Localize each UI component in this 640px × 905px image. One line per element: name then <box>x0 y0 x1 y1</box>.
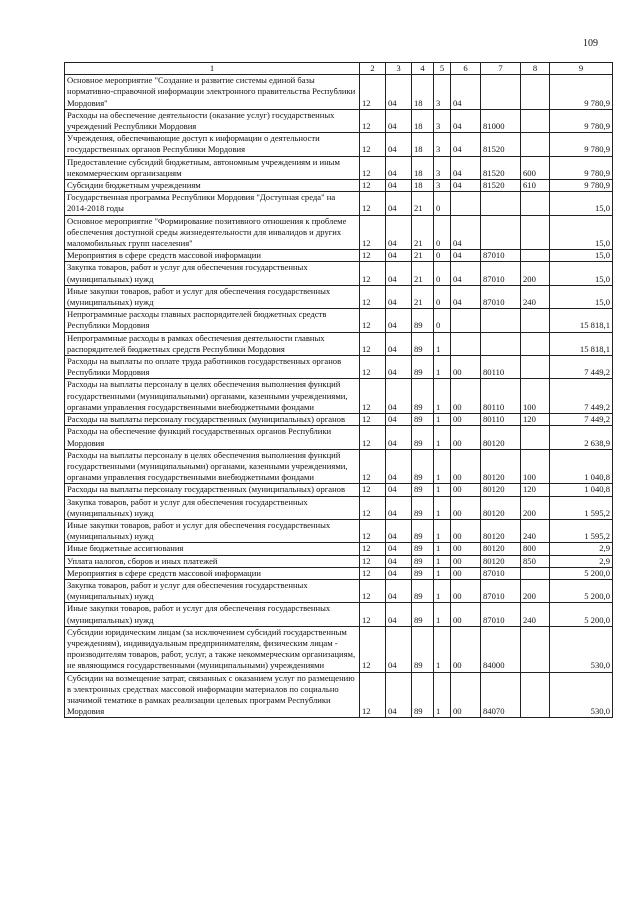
code-subprogram: 1 <box>434 449 451 484</box>
code-section: 12 <box>360 543 386 555</box>
code-section: 12 <box>360 672 386 718</box>
code-subsection: 04 <box>386 356 412 379</box>
code-subprogram: 3 <box>434 133 451 156</box>
code-section: 12 <box>360 496 386 519</box>
table-row <box>65 356 613 379</box>
code-section: 12 <box>360 567 386 579</box>
code-activity <box>451 192 481 215</box>
code-direction: 80110 <box>481 379 521 414</box>
row-description: Непрограммные расходы главных распорядителей бюджетных средств Республики Мордовия <box>65 309 360 332</box>
code-section: 12 <box>360 215 386 250</box>
row-description: Предоставление субсидий бюджетным, автономным учреждениям и иным некоммерческим организациям <box>65 156 360 179</box>
code-subprogram: 3 <box>434 75 451 110</box>
code-program: 89 <box>412 672 434 718</box>
code-section: 12 <box>360 449 386 484</box>
code-activity: 00 <box>451 484 481 496</box>
code-subprogram: 3 <box>434 180 451 192</box>
code-activity: 00 <box>451 626 481 672</box>
row-amount: 9 780,9 <box>550 75 613 110</box>
code-subsection: 04 <box>386 567 412 579</box>
code-activity: 00 <box>451 379 481 414</box>
row-description: Субсидии бюджетным учреждениям <box>65 180 360 192</box>
code-direction: 87010 <box>481 250 521 262</box>
code-subprogram: 0 <box>434 285 451 308</box>
code-program: 89 <box>412 332 434 355</box>
code-subsection: 04 <box>386 543 412 555</box>
code-activity: 04 <box>451 215 481 250</box>
code-section: 12 <box>360 555 386 567</box>
code-expense-type: 100 <box>521 449 550 484</box>
code-direction: 84000 <box>481 626 521 672</box>
code-program: 89 <box>412 309 434 332</box>
code-direction: 80110 <box>481 356 521 379</box>
code-activity <box>451 309 481 332</box>
code-expense-type: 200 <box>521 496 550 519</box>
table-row <box>65 250 613 262</box>
row-amount: 9 780,9 <box>550 109 613 132</box>
code-subsection: 04 <box>386 579 412 602</box>
code-section: 12 <box>360 262 386 285</box>
column-header: 9 <box>550 63 613 75</box>
code-subsection: 04 <box>386 626 412 672</box>
code-expense-type: 200 <box>521 262 550 285</box>
code-subsection: 04 <box>386 555 412 567</box>
row-description: Основное мероприятие "Формирование позитивного отношения к проблеме обеспечения доступной среды жизнедеятельности для инвалидов и других маломобильных групп населения" <box>65 215 360 250</box>
code-activity: 00 <box>451 672 481 718</box>
code-section: 12 <box>360 519 386 542</box>
code-program: 89 <box>412 579 434 602</box>
code-subsection: 04 <box>386 449 412 484</box>
code-section: 12 <box>360 484 386 496</box>
code-activity <box>451 332 481 355</box>
table-row <box>65 192 613 215</box>
row-description: Расходы на выплаты персоналу в целях обеспечения выполнения функций государственными (муниципальными) органами, казенными учреждениями, органами управления государственными внебюджетными фондами <box>65 449 360 484</box>
code-direction: 80120 <box>481 519 521 542</box>
code-direction: 80120 <box>481 496 521 519</box>
row-description: Закупка товаров, работ и услуг для обеспечения государственных (муниципальных) нужд <box>65 579 360 602</box>
code-subprogram: 3 <box>434 109 451 132</box>
code-program: 89 <box>412 626 434 672</box>
code-subprogram: 1 <box>434 519 451 542</box>
row-description: Расходы на обеспечение деятельности (оказание услуг) государственных учреждений Республики Мордовия <box>65 109 360 132</box>
code-subsection: 04 <box>386 332 412 355</box>
row-description: Мероприятия в сфере средств массовой информации <box>65 567 360 579</box>
row-description: Иные закупки товаров, работ и услуг для обеспечения государственных (муниципальных) нужд <box>65 603 360 626</box>
code-subprogram: 0 <box>434 262 451 285</box>
table-row <box>65 379 613 414</box>
code-section: 12 <box>360 579 386 602</box>
row-amount: 1 040,8 <box>550 449 613 484</box>
code-subprogram: 1 <box>434 555 451 567</box>
code-expense-type <box>521 109 550 132</box>
row-amount: 15 818,1 <box>550 332 613 355</box>
column-header: 2 <box>360 63 386 75</box>
code-subprogram: 0 <box>434 250 451 262</box>
code-direction: 81000 <box>481 109 521 132</box>
table-row <box>65 414 613 426</box>
code-expense-type: 800 <box>521 543 550 555</box>
code-direction: 81520 <box>481 133 521 156</box>
code-activity: 04 <box>451 250 481 262</box>
code-section: 12 <box>360 426 386 449</box>
code-subprogram: 1 <box>434 567 451 579</box>
code-activity: 04 <box>451 75 481 110</box>
code-direction: 81520 <box>481 180 521 192</box>
row-amount: 2 638,9 <box>550 426 613 449</box>
code-direction: 87010 <box>481 567 521 579</box>
code-direction <box>481 75 521 110</box>
row-amount: 5 200,0 <box>550 603 613 626</box>
code-subsection: 04 <box>386 215 412 250</box>
code-expense-type <box>521 215 550 250</box>
code-subsection: 04 <box>386 156 412 179</box>
code-program: 89 <box>412 555 434 567</box>
column-header: 8 <box>521 63 550 75</box>
code-expense-type <box>521 192 550 215</box>
code-subprogram: 3 <box>434 156 451 179</box>
row-amount: 9 780,9 <box>550 133 613 156</box>
code-expense-type <box>521 133 550 156</box>
code-activity: 00 <box>451 567 481 579</box>
table-row <box>65 262 613 285</box>
code-program: 89 <box>412 496 434 519</box>
code-section: 12 <box>360 414 386 426</box>
code-subprogram: 1 <box>434 414 451 426</box>
code-expense-type: 240 <box>521 519 550 542</box>
code-activity: 00 <box>451 543 481 555</box>
table-row <box>65 133 613 156</box>
code-expense-type <box>521 356 550 379</box>
code-subprogram: 1 <box>434 579 451 602</box>
row-amount: 15,0 <box>550 262 613 285</box>
code-program: 89 <box>412 484 434 496</box>
row-description: Иные закупки товаров, работ и услуг для обеспечения государственных (муниципальных) нужд <box>65 519 360 542</box>
code-direction: 87010 <box>481 603 521 626</box>
code-expense-type: 850 <box>521 555 550 567</box>
code-expense-type <box>521 672 550 718</box>
code-program: 89 <box>412 603 434 626</box>
code-expense-type <box>521 332 550 355</box>
code-direction <box>481 332 521 355</box>
code-activity: 04 <box>451 109 481 132</box>
code-expense-type: 120 <box>521 484 550 496</box>
code-expense-type: 100 <box>521 379 550 414</box>
table-header-row <box>65 63 613 75</box>
code-program: 21 <box>412 192 434 215</box>
table-row <box>65 109 613 132</box>
code-expense-type: 120 <box>521 414 550 426</box>
code-expense-type <box>521 309 550 332</box>
row-description: Субсидии юридическим лицам (за исключением субсидий государственным учреждениям), индивидуальным предпринимателям, физическим лицам - производителям товаров, работ, услуг, а также некоммерческим организациям, не являющимся государственными (муниципальными) учреждениями <box>65 626 360 672</box>
code-program: 89 <box>412 379 434 414</box>
row-description: Субсидии на возмещение затрат, связанных с оказанием услуг по размещению в электронных средствах массовой информации материалов по социально значимой тематике в рамках реализации целевых программ Республики Мордовия <box>65 672 360 718</box>
code-subsection: 04 <box>386 496 412 519</box>
page-number: 109 <box>583 38 598 49</box>
table-row <box>65 543 613 555</box>
code-program: 89 <box>412 449 434 484</box>
code-program: 21 <box>412 215 434 250</box>
code-subsection: 04 <box>386 672 412 718</box>
code-subprogram: 0 <box>434 215 451 250</box>
table-row <box>65 285 613 308</box>
row-description: Расходы на выплаты персоналу государственных (муниципальных) органов <box>65 484 360 496</box>
row-amount: 9 780,9 <box>550 180 613 192</box>
code-direction: 80120 <box>481 449 521 484</box>
row-amount: 15 818,1 <box>550 309 613 332</box>
code-subsection: 04 <box>386 484 412 496</box>
row-amount: 530,0 <box>550 672 613 718</box>
code-subprogram: 0 <box>434 192 451 215</box>
code-direction: 80110 <box>481 414 521 426</box>
code-expense-type: 240 <box>521 603 550 626</box>
code-subsection: 04 <box>386 133 412 156</box>
code-section: 12 <box>360 75 386 110</box>
row-amount: 5 200,0 <box>550 579 613 602</box>
code-program: 21 <box>412 285 434 308</box>
code-subsection: 04 <box>386 426 412 449</box>
column-header: 7 <box>481 63 521 75</box>
row-description: Закупка товаров, работ и услуг для обеспечения государственных (муниципальных) нужд <box>65 262 360 285</box>
code-program: 21 <box>412 250 434 262</box>
code-subsection: 04 <box>386 262 412 285</box>
code-section: 12 <box>360 379 386 414</box>
code-subsection: 04 <box>386 309 412 332</box>
row-amount: 15,0 <box>550 250 613 262</box>
code-expense-type <box>521 75 550 110</box>
table-row <box>65 309 613 332</box>
code-program: 89 <box>412 567 434 579</box>
code-subprogram: 1 <box>434 379 451 414</box>
column-header: 4 <box>412 63 434 75</box>
code-program: 89 <box>412 356 434 379</box>
code-program: 18 <box>412 133 434 156</box>
code-activity: 04 <box>451 285 481 308</box>
row-description: Основное мероприятие "Создание и развитие системы единой базы нормативно-справочной информации электронного правительства Республики Мордовия" <box>65 75 360 110</box>
code-subprogram: 1 <box>434 626 451 672</box>
table-row <box>65 332 613 355</box>
code-activity: 00 <box>451 414 481 426</box>
code-activity: 00 <box>451 356 481 379</box>
code-activity: 04 <box>451 156 481 179</box>
code-direction: 87010 <box>481 579 521 602</box>
row-amount: 2,9 <box>550 543 613 555</box>
row-amount: 7 449,2 <box>550 379 613 414</box>
row-amount: 7 449,2 <box>550 414 613 426</box>
row-description: Закупка товаров, работ и услуг для обеспечения государственных (муниципальных) нужд <box>65 496 360 519</box>
table-row <box>65 484 613 496</box>
code-section: 12 <box>360 133 386 156</box>
code-expense-type <box>521 426 550 449</box>
row-amount: 530,0 <box>550 626 613 672</box>
code-section: 12 <box>360 285 386 308</box>
column-header: 6 <box>451 63 481 75</box>
row-description: Иные бюджетные ассигнования <box>65 543 360 555</box>
code-subprogram: 1 <box>434 426 451 449</box>
table-row <box>65 449 613 484</box>
table-row <box>65 567 613 579</box>
code-direction: 81520 <box>481 156 521 179</box>
code-section: 12 <box>360 356 386 379</box>
column-header: 1 <box>65 63 360 75</box>
row-description: Иные закупки товаров, работ и услуг для обеспечения государственных (муниципальных) нужд <box>65 285 360 308</box>
row-amount: 1 595,2 <box>550 496 613 519</box>
row-amount: 9 780,9 <box>550 156 613 179</box>
row-description: Учреждения, обеспечивающие доступ к информации о деятельности государственных органов Республики Мордовия <box>65 133 360 156</box>
code-subprogram: 1 <box>434 672 451 718</box>
row-amount: 1 040,8 <box>550 484 613 496</box>
row-description: Мероприятия в сфере средств массовой информации <box>65 250 360 262</box>
row-description: Непрограммные расходы в рамках обеспечения деятельности главных распорядителей бюджетных средств Республики Мордовия <box>65 332 360 355</box>
code-program: 18 <box>412 156 434 179</box>
code-program: 89 <box>412 414 434 426</box>
code-direction <box>481 215 521 250</box>
code-section: 12 <box>360 180 386 192</box>
table-row <box>65 579 613 602</box>
code-program: 89 <box>412 426 434 449</box>
table-row <box>65 426 613 449</box>
code-direction: 80120 <box>481 426 521 449</box>
code-subprogram: 1 <box>434 484 451 496</box>
code-activity: 00 <box>451 519 481 542</box>
code-expense-type <box>521 250 550 262</box>
code-direction: 87010 <box>481 262 521 285</box>
row-description: Расходы на выплаты персоналу в целях обеспечения выполнения функций государственными (муниципальными) органами, казенными учреждениями, органами управления государственными внебюджетными фондами <box>65 379 360 414</box>
code-subsection: 04 <box>386 250 412 262</box>
code-direction <box>481 309 521 332</box>
row-description: Государственная программа Республики Мордовия "Доступная среда" на 2014-2018 годы <box>65 192 360 215</box>
code-section: 12 <box>360 109 386 132</box>
table-row <box>65 519 613 542</box>
code-expense-type <box>521 626 550 672</box>
code-subprogram: 1 <box>434 603 451 626</box>
row-amount: 15,0 <box>550 192 613 215</box>
row-amount: 2,9 <box>550 555 613 567</box>
row-description: Расходы на обеспечение функций государственных органов Республики Мордовия <box>65 426 360 449</box>
code-activity: 00 <box>451 603 481 626</box>
code-activity: 04 <box>451 262 481 285</box>
row-amount: 15,0 <box>550 215 613 250</box>
code-program: 89 <box>412 543 434 555</box>
table-row <box>65 672 613 718</box>
code-direction: 80120 <box>481 555 521 567</box>
code-activity: 00 <box>451 555 481 567</box>
code-program: 18 <box>412 180 434 192</box>
code-direction <box>481 192 521 215</box>
code-program: 21 <box>412 262 434 285</box>
row-amount: 1 595,2 <box>550 519 613 542</box>
column-header: 3 <box>386 63 412 75</box>
table-row <box>65 75 613 110</box>
column-header: 5 <box>434 63 451 75</box>
code-expense-type: 600 <box>521 156 550 179</box>
code-section: 12 <box>360 156 386 179</box>
row-amount: 15,0 <box>550 285 613 308</box>
code-direction: 84070 <box>481 672 521 718</box>
row-description: Расходы на выплаты по оплате труда работников государственных органов Республики Мордовия <box>65 356 360 379</box>
code-subprogram: 0 <box>434 309 451 332</box>
code-subsection: 04 <box>386 379 412 414</box>
row-description: Расходы на выплаты персоналу государственных (муниципальных) органов <box>65 414 360 426</box>
table-row <box>65 496 613 519</box>
code-subsection: 04 <box>386 285 412 308</box>
code-subprogram: 1 <box>434 496 451 519</box>
code-subsection: 04 <box>386 414 412 426</box>
code-program: 18 <box>412 109 434 132</box>
code-direction: 87010 <box>481 285 521 308</box>
code-activity: 04 <box>451 180 481 192</box>
code-activity: 00 <box>451 449 481 484</box>
table-row <box>65 626 613 672</box>
code-subsection: 04 <box>386 192 412 215</box>
table-row <box>65 180 613 192</box>
budget-table <box>64 62 613 718</box>
row-description: Уплата налогов, сборов и иных платежей <box>65 555 360 567</box>
table-row <box>65 555 613 567</box>
code-subsection: 04 <box>386 603 412 626</box>
table-body <box>65 75 613 718</box>
code-activity: 00 <box>451 426 481 449</box>
code-subprogram: 1 <box>434 332 451 355</box>
code-program: 18 <box>412 75 434 110</box>
code-subsection: 04 <box>386 75 412 110</box>
code-activity: 04 <box>451 133 481 156</box>
code-section: 12 <box>360 309 386 332</box>
code-section: 12 <box>360 192 386 215</box>
code-activity: 00 <box>451 496 481 519</box>
code-direction: 80120 <box>481 543 521 555</box>
code-expense-type: 610 <box>521 180 550 192</box>
code-section: 12 <box>360 250 386 262</box>
table-row <box>65 603 613 626</box>
code-section: 12 <box>360 332 386 355</box>
code-subsection: 04 <box>386 519 412 542</box>
code-expense-type: 200 <box>521 579 550 602</box>
code-subsection: 04 <box>386 109 412 132</box>
code-subsection: 04 <box>386 180 412 192</box>
code-subprogram: 1 <box>434 543 451 555</box>
code-subprogram: 1 <box>434 356 451 379</box>
row-amount: 5 200,0 <box>550 567 613 579</box>
code-expense-type <box>521 567 550 579</box>
row-amount: 7 449,2 <box>550 356 613 379</box>
code-program: 89 <box>412 519 434 542</box>
code-section: 12 <box>360 603 386 626</box>
code-direction: 80120 <box>481 484 521 496</box>
code-expense-type: 240 <box>521 285 550 308</box>
code-activity: 00 <box>451 579 481 602</box>
table-row <box>65 156 613 179</box>
table-row <box>65 215 613 250</box>
code-section: 12 <box>360 626 386 672</box>
